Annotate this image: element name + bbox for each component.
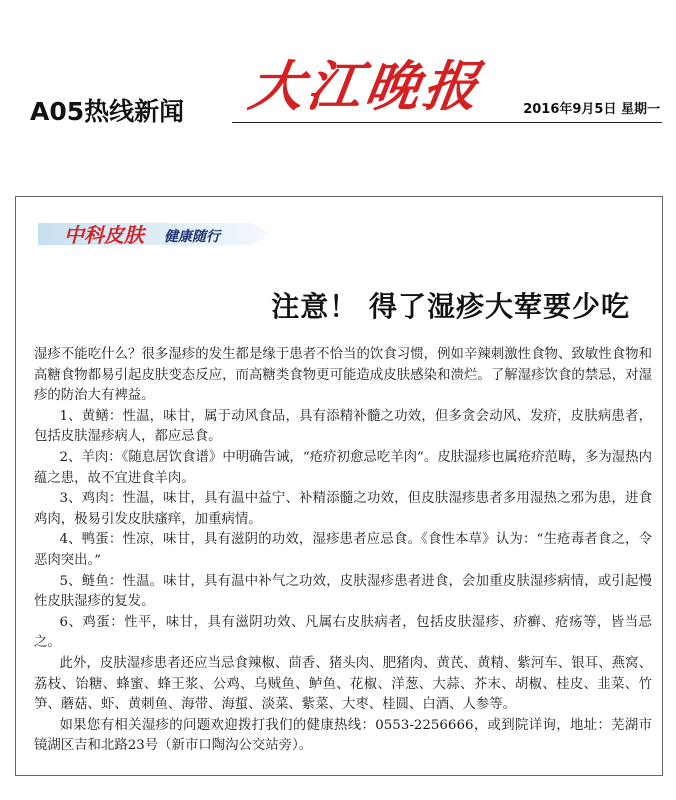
newspaper-header xyxy=(0,0,676,130)
article-paragraph: 3、鸡肉：性温，味甘，具有温中益宁、补精添髓之功效，但皮肤湿疹患者多用湿热之邪为患，进食鸡肉，极易引发皮肤瘙痒，加重病情。 xyxy=(34,491,652,527)
header-divider xyxy=(232,122,662,123)
column-subtitle: 健康随行 xyxy=(164,229,220,245)
article-body xyxy=(34,345,652,757)
article-paragraph: 此外，皮肤湿疹患者还应当忌食辣椒、茴香、猪头肉、肥猪肉、黄芪、黄精、紫河车、银耳、燕窝、荔枝、饴糖、蜂蜜、蜂王浆、公鸡、乌贼鱼、鲈鱼、花椒、洋葱、大蒜、芥末、胡椒、桂皮、韭菜、竹笋、蘑菇、虾、黄刺鱼、海带、海蜇、淡菜、紫菜、大枣、桂圆、白酒、人参等。 xyxy=(34,655,652,713)
newspaper-masthead-logo: 大江晚报 xyxy=(245,54,487,118)
article-frame xyxy=(15,196,663,776)
column-name: 中科皮肤 xyxy=(64,223,144,247)
article-paragraph: 5、鲢鱼：性温。味甘，具有温中补气之功效，皮肤湿疹患者进食，会加重皮肤湿疹病情，或引起慢性皮肤湿疹的复发。 xyxy=(34,573,652,610)
article-paragraph: 4、鸭蛋：性凉，味甘，具有滋阴的功效，湿疹患者应忌食。《食性本草》认为：“生疮毒者食之，令恶肉突出。” xyxy=(34,532,652,568)
article-paragraph: 6、鸡蛋：性平，味甘，具有滋阴功效、凡属右皮肤病者，包括皮肤湿疹、疥癣、疮疡等，皆当忌之。 xyxy=(34,614,652,651)
article-paragraph: 湿疹不能吃什么？很多湿疹的发生都是缘于患者不恰当的饮食习惯，例如辛辣刺激性食物、致敏性食物和高糖食物都易引起皮肤变态反应，而高糖类食物更可能造成皮肤感染和溃烂。了解湿疹饮食的禁忌，对湿疹的防治大有裨益。 xyxy=(34,347,652,404)
issue-date: 2016年9月5日 星期一 xyxy=(523,102,660,117)
article-headline: 注意！ 得了湿疹大荤要少吃 xyxy=(271,290,630,323)
article-paragraph: 1、黄鳝：性温，味甘，属于动风食品，具有添精补髓之功效，但多贪会动风、发疥，皮肤病患者，包括皮肤湿疹病人，都应忌食。 xyxy=(34,408,652,445)
article-paragraph: 2、羊肉：《随息居饮食谱》中明确告诫，“疮疥初愈忌吃羊肉”。皮肤湿疹也属疮疥范畴，多为湿热内蕴之患，故不宜进食羊肉。 xyxy=(34,449,652,486)
page-section-label: A05热线新闻 xyxy=(30,97,185,126)
column-banner xyxy=(28,215,268,251)
article-paragraph: 如果您有相关湿疹的问题欢迎拨打我们的健康热线：0553-2256666，或到院详询，地址：芜湖市镜湖区吉和北路23号（新市口陶沟公交站旁）。 xyxy=(34,717,652,754)
